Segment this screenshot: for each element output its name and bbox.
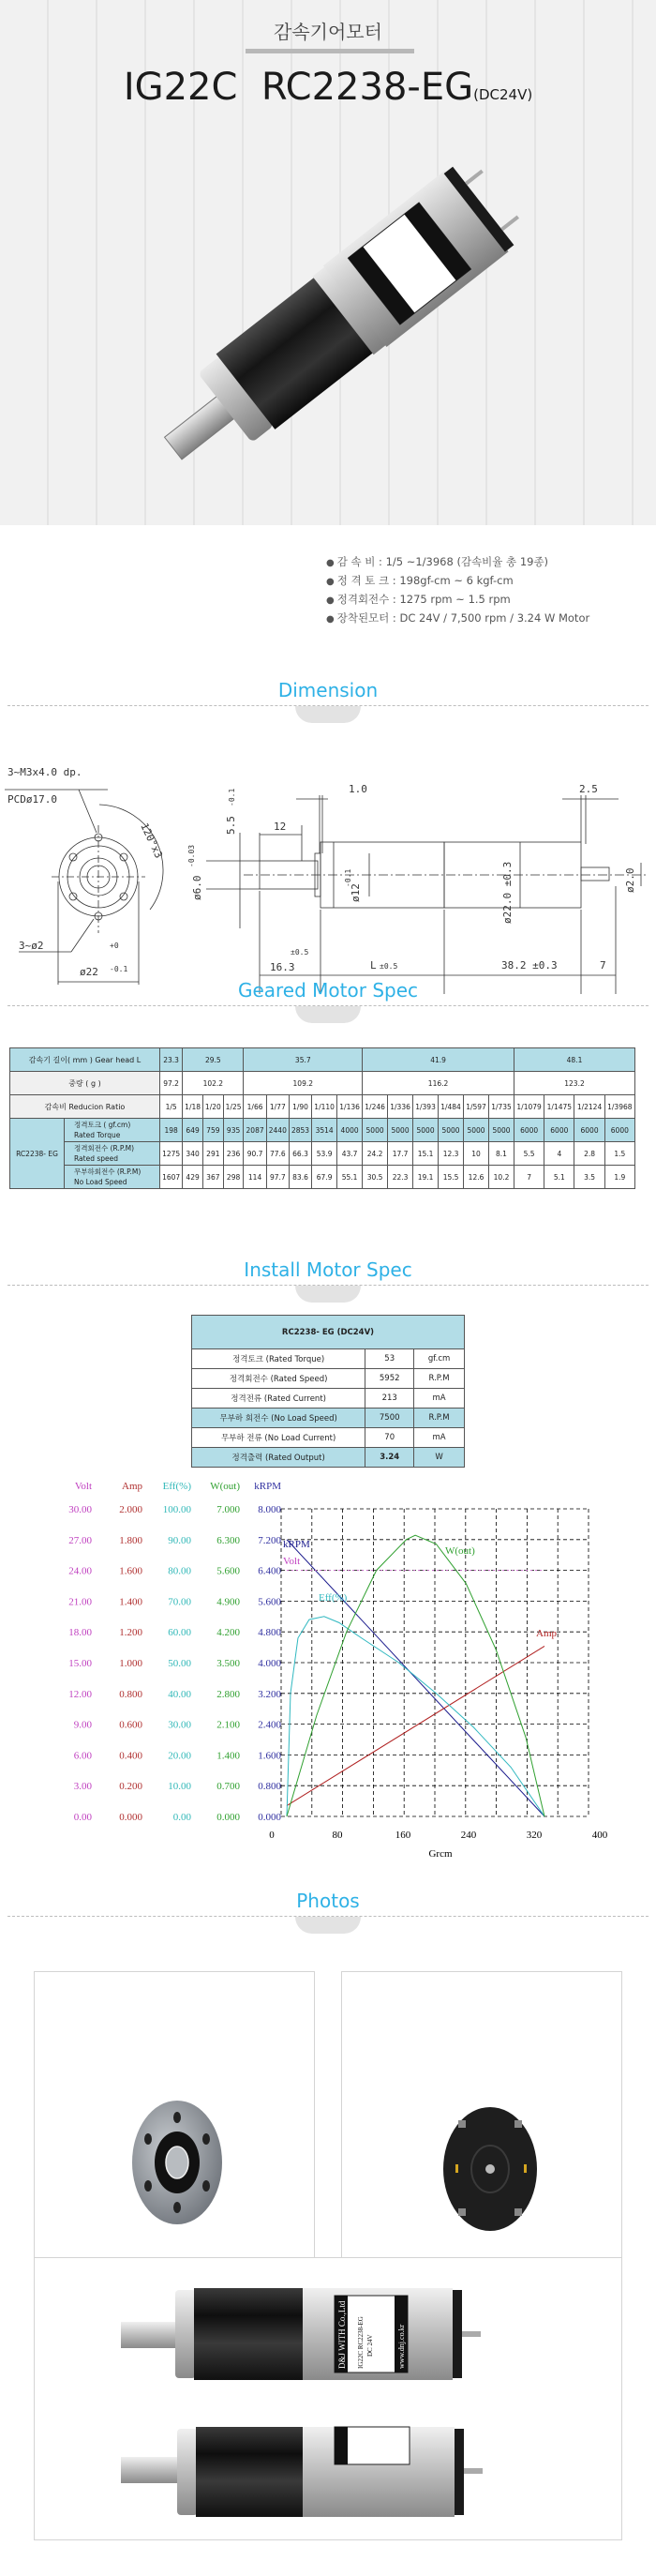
performance-chart xyxy=(0,1472,656,1885)
spec-bullet: ● 감 속 비 : 1/5 ~1/3968 (감속비율 총 19종) xyxy=(326,555,549,568)
value-cell: 291 xyxy=(202,1142,223,1166)
axis-tick: 1.000 xyxy=(119,1658,142,1669)
value-cell: 198 xyxy=(160,1119,183,1142)
ratio-cell: 1/735 xyxy=(489,1095,514,1119)
dim-motor-length: 38.2 ±0.3 xyxy=(501,959,558,972)
axis-tick: 1.800 xyxy=(119,1534,142,1546)
ratio-cell: 1/20 xyxy=(202,1095,223,1119)
axis-tick: 0.800 xyxy=(258,1781,281,1793)
axis-tick: 40.00 xyxy=(168,1688,191,1700)
value-cell: 5000 xyxy=(464,1119,489,1142)
value-cell: 236 xyxy=(223,1142,244,1166)
axis-tick: 70.00 xyxy=(168,1596,191,1608)
install-label: 정격토크 (Rated Torque) xyxy=(192,1349,365,1369)
spec-bullet: ● 정격회전수 : 1275 rpm ~ 1.5 rpm xyxy=(326,593,511,606)
value-cell: 15.1 xyxy=(413,1142,439,1166)
value-cell: 53.9 xyxy=(312,1142,337,1166)
ratio-cell: 1/1475 xyxy=(544,1095,574,1119)
value-cell: 55.1 xyxy=(337,1166,363,1189)
row-rated-torque xyxy=(10,1119,635,1142)
install-label: 무부하 회전수 (No Load Speed) xyxy=(192,1409,365,1428)
axis-label: Amp xyxy=(122,1481,142,1492)
spec-bullet: ● 정 격 토 크 : 198gf-cm ~ 6 kgf-cm xyxy=(326,574,514,587)
product-title xyxy=(0,66,656,109)
install-label: 정격출력 (Rated Output) xyxy=(192,1448,365,1468)
row-label: 무부하회전수 (R.P.M) No Load Speed xyxy=(65,1166,160,1189)
axis-tick: 2.400 xyxy=(258,1719,281,1731)
value-cell: 22.3 xyxy=(388,1166,413,1189)
bullet-icon: ● xyxy=(326,614,335,625)
svg-text:+0: +0 xyxy=(110,942,119,950)
section-header-geared xyxy=(0,977,656,1024)
dim-holes: 3~M3x4.0 dp. xyxy=(7,766,82,778)
axis-tick: 7.200 xyxy=(258,1534,281,1546)
value-cell: 19.1 xyxy=(413,1166,439,1189)
x-tick: 160 xyxy=(395,1830,411,1841)
install-unit: R.P.M xyxy=(414,1409,465,1428)
series-label: kRPM xyxy=(283,1539,310,1550)
key-spec-list xyxy=(326,553,589,628)
value-cell: 2853 xyxy=(289,1119,311,1142)
dim-shaft-length: 16.3 xyxy=(270,961,295,973)
axis-tick: 21.00 xyxy=(68,1596,92,1608)
value-cell: 1.9 xyxy=(604,1166,634,1189)
series-label: Eff(%) xyxy=(319,1592,348,1604)
install-row xyxy=(192,1428,465,1448)
series-amp xyxy=(287,1646,544,1805)
photo-side xyxy=(34,2257,622,2540)
axis-tick: 50.00 xyxy=(168,1658,191,1669)
value-cell: 5000 xyxy=(388,1119,413,1142)
value-cell: 24.2 xyxy=(363,1142,388,1166)
dim-angle: 120°x3 xyxy=(138,821,165,861)
value-cell: 83.6 xyxy=(289,1166,311,1189)
ratio-cell: 1/336 xyxy=(388,1095,413,1119)
value-cell: 6000 xyxy=(574,1119,604,1142)
axis-label: kRPM xyxy=(254,1481,281,1492)
install-value: 213 xyxy=(365,1389,414,1409)
axis-tick: 24.00 xyxy=(68,1565,92,1577)
install-unit: W xyxy=(414,1448,465,1468)
dim-body-diameter: ø22.0 ±0.3 xyxy=(501,861,514,924)
install-unit: mA xyxy=(414,1428,465,1448)
axis-tick: 2.800 xyxy=(216,1688,240,1700)
svg-text:www.dnj.co.kr: www.dnj.co.kr xyxy=(397,2324,406,2369)
x-axis-label: Grcm xyxy=(428,1848,453,1860)
install-unit: gf.cm xyxy=(414,1349,465,1369)
ratio-cell: 1/3968 xyxy=(604,1095,634,1119)
dim-shaft-flat: 5.5 xyxy=(225,816,237,835)
value-cell: 30.5 xyxy=(363,1166,388,1189)
value-cell: 77.6 xyxy=(266,1142,289,1166)
row-weight: 중량 ( g ) 97.2 102.2 109.2 116.2 123.2 xyxy=(10,1072,635,1095)
ratio-cell: 1/393 xyxy=(413,1095,439,1119)
value-cell: 67.9 xyxy=(312,1166,337,1189)
value-cell: 15.5 xyxy=(439,1166,464,1189)
value-cell: 5.5 xyxy=(514,1142,544,1166)
divider-arc xyxy=(295,1917,361,1934)
value-cell: 6000 xyxy=(604,1119,634,1142)
value-cell: 1607 xyxy=(160,1166,183,1189)
product-category: 감속기어모터 xyxy=(274,21,382,43)
axis-tick: 0.000 xyxy=(258,1812,281,1823)
value-cell: 66.3 xyxy=(289,1142,311,1166)
axis-tick: 4.800 xyxy=(258,1627,281,1639)
install-label: 정격회전수 (Rated Speed) xyxy=(192,1369,365,1389)
axis-tick: 15.00 xyxy=(68,1658,92,1669)
value-cell: 1275 xyxy=(160,1142,183,1166)
axis-tick: 2.100 xyxy=(216,1719,240,1731)
series-eff xyxy=(287,1617,544,1816)
value-cell: 90.7 xyxy=(244,1142,266,1166)
product-photo xyxy=(141,173,534,464)
section-title: Dimension xyxy=(277,679,379,701)
value-cell: 10.2 xyxy=(489,1166,514,1189)
install-row xyxy=(192,1349,465,1369)
axis-tick: 8.000 xyxy=(258,1504,281,1515)
install-row xyxy=(192,1369,465,1389)
value-cell: 114 xyxy=(244,1166,266,1189)
axis-tick: 90.00 xyxy=(168,1534,191,1546)
axis-tick: 1.400 xyxy=(216,1750,240,1762)
value-cell: 12.3 xyxy=(439,1142,464,1166)
svg-text:-0.1: -0.1 xyxy=(110,965,128,973)
value-cell: 759 xyxy=(202,1119,223,1142)
geared-motor-spec-table xyxy=(9,1047,635,1189)
value-cell: 4000 xyxy=(337,1119,363,1142)
axis-tick: 30.00 xyxy=(168,1719,191,1731)
value-cell: 649 xyxy=(183,1119,203,1142)
ratio-cell: 1/246 xyxy=(363,1095,388,1119)
ratio-cell: 1/66 xyxy=(244,1095,266,1119)
axis-tick: 0.000 xyxy=(119,1812,142,1823)
ratio-cell: 1/597 xyxy=(464,1095,489,1119)
axis-tick: 0.600 xyxy=(119,1719,142,1731)
axis-tick: 0.700 xyxy=(216,1781,240,1793)
section-header-photos xyxy=(0,1888,656,1935)
spec-bullet: ● 장착된모터 : DC 24V / 7,500 rpm / 3.24 W Motor xyxy=(326,611,590,625)
install-row xyxy=(192,1448,465,1468)
ratio-cell: 1/1079 xyxy=(514,1095,544,1119)
value-cell: 2.8 xyxy=(574,1142,604,1166)
axis-tick: 10.00 xyxy=(168,1781,191,1793)
value-cell: 935 xyxy=(223,1119,244,1142)
divider-arc xyxy=(295,1286,361,1303)
value-cell: 298 xyxy=(223,1166,244,1189)
axis-tick: 0.00 xyxy=(73,1812,92,1823)
dim-flange: 1.0 xyxy=(349,783,367,795)
value-cell: 429 xyxy=(183,1166,203,1189)
axis-label: W(out) xyxy=(210,1481,240,1492)
axis-tick: 1.200 xyxy=(119,1627,142,1639)
dim-small-holes: 3~ø2 xyxy=(19,940,44,952)
install-value: 3.24 xyxy=(365,1448,414,1468)
series-label: Amp xyxy=(536,1628,557,1639)
value-cell: 43.7 xyxy=(337,1142,363,1166)
title-underline xyxy=(246,49,414,53)
ratio-cell: 1/18 xyxy=(183,1095,203,1119)
svg-text:±0.5: ±0.5 xyxy=(380,962,398,971)
axis-label: Volt xyxy=(74,1481,92,1492)
axis-tick: 5.600 xyxy=(258,1596,281,1608)
axis-tick: 18.00 xyxy=(68,1627,92,1639)
x-tick: 320 xyxy=(526,1830,543,1841)
x-tick: 80 xyxy=(332,1830,343,1841)
axis-tick: 7.000 xyxy=(216,1504,240,1515)
install-value: 70 xyxy=(365,1428,414,1448)
ratio-cell: 1/90 xyxy=(289,1095,311,1119)
axis-tick: 12.00 xyxy=(68,1688,92,1700)
dim-shaft-diameter: ø6.0 xyxy=(191,875,203,900)
value-cell: 5000 xyxy=(439,1119,464,1142)
axis-tick: 80.00 xyxy=(168,1565,191,1577)
value-cell: 367 xyxy=(202,1166,223,1189)
axis-tick: 30.00 xyxy=(68,1504,92,1515)
axis-tick: 3.200 xyxy=(258,1688,281,1700)
axis-tick: 0.00 xyxy=(172,1812,191,1823)
axis-tick: 3.500 xyxy=(216,1658,240,1669)
axis-tick: 100.00 xyxy=(162,1504,191,1515)
section-title: Install Motor Spec xyxy=(244,1258,412,1281)
ratio-cell: 1/2124 xyxy=(574,1095,604,1119)
dim-gear-length: L xyxy=(370,959,377,972)
model-voltage: (DC24V) xyxy=(473,86,533,103)
section-title: Geared Motor Spec xyxy=(237,979,419,1002)
axis-tick: 6.400 xyxy=(258,1565,281,1577)
svg-text:IG22C RC2238-EG: IG22C RC2238-EG xyxy=(357,2316,365,2369)
x-tick: 0 xyxy=(269,1830,275,1841)
axis-tick: 20.00 xyxy=(168,1750,191,1762)
ratio-cell: 1/110 xyxy=(312,1095,337,1119)
install-row xyxy=(192,1409,465,1428)
model-prefix: IG22C xyxy=(123,66,238,109)
value-cell: 3.5 xyxy=(574,1166,604,1189)
axis-tick: 27.00 xyxy=(68,1534,92,1546)
bullet-icon: ● xyxy=(326,595,335,606)
value-cell: 2440 xyxy=(266,1119,289,1142)
axis-tick: 0.400 xyxy=(119,1750,142,1762)
axis-tick: 0.200 xyxy=(119,1781,142,1793)
value-cell: 10 xyxy=(464,1142,489,1166)
value-cell: 6000 xyxy=(514,1119,544,1142)
ratio-cell: 1/25 xyxy=(223,1095,244,1119)
axis-tick: 1.600 xyxy=(119,1565,142,1577)
section-title: Photos xyxy=(296,1890,360,1912)
axis-tick: 2.000 xyxy=(119,1504,142,1515)
axis-label: Eff(%) xyxy=(162,1481,191,1492)
value-cell: 3514 xyxy=(312,1119,337,1142)
install-unit: R.P.M xyxy=(414,1369,465,1389)
dim-rear-gap: 2.5 xyxy=(579,783,598,795)
model-cell: RC2238- EG xyxy=(10,1119,65,1189)
axis-tick: 3.00 xyxy=(73,1781,92,1793)
value-cell: 5000 xyxy=(363,1119,388,1142)
install-title: RC2238- EG (DC24V) xyxy=(192,1316,465,1349)
value-cell: 5000 xyxy=(413,1119,439,1142)
axis-tick: 5.600 xyxy=(216,1565,240,1577)
dim-pcd: PCDø17.0 xyxy=(7,793,57,806)
axis-tick: 60.00 xyxy=(168,1627,191,1639)
install-motor-spec-table xyxy=(191,1315,465,1468)
row-no-load-speed xyxy=(10,1166,635,1189)
value-cell: 2087 xyxy=(244,1119,266,1142)
value-cell: 97.7 xyxy=(266,1166,289,1189)
axis-tick: 1.600 xyxy=(258,1750,281,1762)
value-cell: 12.6 xyxy=(464,1166,489,1189)
bullet-icon: ● xyxy=(326,577,335,587)
install-row xyxy=(192,1389,465,1409)
value-cell: 7 xyxy=(514,1166,544,1189)
axis-tick: 6.00 xyxy=(73,1750,92,1762)
ratio-cell: 1/136 xyxy=(337,1095,363,1119)
install-label: 무부하 전류 (No Load Current) xyxy=(192,1428,365,1448)
divider-arc xyxy=(295,1006,361,1023)
axis-tick: 0.000 xyxy=(216,1812,240,1823)
model-name: RC2238-EG xyxy=(261,66,474,109)
axis-tick: 1.400 xyxy=(119,1596,142,1608)
axis-tick: 4.900 xyxy=(216,1596,240,1608)
svg-text:D&J WITH Co.,Ltd: D&J WITH Co.,Ltd xyxy=(337,2300,347,2369)
series-label: Volt xyxy=(283,1556,301,1567)
axis-tick: 4.000 xyxy=(258,1658,281,1669)
ratio-cell: 1/5 xyxy=(160,1095,183,1119)
axis-tick: 4.200 xyxy=(216,1627,240,1639)
value-cell: 1.5 xyxy=(604,1142,634,1166)
ratio-cell: 1/484 xyxy=(439,1095,464,1119)
bullet-icon: ● xyxy=(326,558,335,568)
install-value: 7500 xyxy=(365,1409,414,1428)
row-rated-speed xyxy=(10,1142,635,1166)
row-label: 정격토크 ( gf.cm) Rated Torque xyxy=(65,1119,160,1142)
dim-rear-shaft: ø2.0 xyxy=(624,867,636,893)
value-cell: 4 xyxy=(544,1142,574,1166)
side-view-image xyxy=(35,2258,623,2541)
series-label: W(out) xyxy=(445,1545,475,1557)
row-reduction-ratio: 감속비 Reducion Ratio 1/5 1/18 1/20 1/25 1/66 1/77 1/90 1/110 1/136 1/246 1/336 1/393 1/484 1/597 1/735 1/1079 1/1475 1/2124 1/3968 xyxy=(10,1095,635,1119)
dimension-drawing xyxy=(0,717,656,978)
install-label: 정격전류 (Rated Current) xyxy=(192,1389,365,1409)
install-value: 5952 xyxy=(365,1369,414,1389)
dim-front-diameter: ø22 xyxy=(80,966,98,978)
value-cell: 5.1 xyxy=(544,1166,574,1189)
row-gear-head-length: 감속기 길이( mm ) Gear head L 23.3 29.5 35.7 41.9 48.1 xyxy=(10,1048,635,1072)
value-cell: 8.1 xyxy=(489,1142,514,1166)
row-label: 정격회전수 (R.P.M) Rated speed xyxy=(65,1142,160,1166)
axis-tick: 9.00 xyxy=(73,1719,92,1731)
value-cell: 340 xyxy=(183,1142,203,1166)
section-header-install xyxy=(0,1257,656,1303)
svg-text:-0.03: -0.03 xyxy=(187,844,196,867)
value-cell: 6000 xyxy=(544,1119,574,1142)
value-cell: 5000 xyxy=(489,1119,514,1142)
hero-banner xyxy=(0,0,656,525)
ratio-cell: 1/77 xyxy=(266,1095,289,1119)
svg-text:DC 24V: DC 24V xyxy=(366,2334,374,2357)
axis-tick: 0.800 xyxy=(119,1688,142,1700)
svg-text:-0.1: -0.1 xyxy=(344,868,352,887)
dim-rear-length: 7 xyxy=(600,959,606,972)
svg-text:±0.5: ±0.5 xyxy=(291,948,309,957)
dim-boss: ø12 xyxy=(350,883,362,902)
dim-flat-length: 12 xyxy=(274,821,287,833)
axis-tick: 6.300 xyxy=(216,1534,240,1546)
install-value: 53 xyxy=(365,1349,414,1369)
install-unit: mA xyxy=(414,1389,465,1409)
x-tick: 240 xyxy=(460,1830,477,1841)
svg-text:-0.1: -0.1 xyxy=(228,788,236,806)
x-tick: 400 xyxy=(591,1830,608,1841)
value-cell: 17.7 xyxy=(388,1142,413,1166)
